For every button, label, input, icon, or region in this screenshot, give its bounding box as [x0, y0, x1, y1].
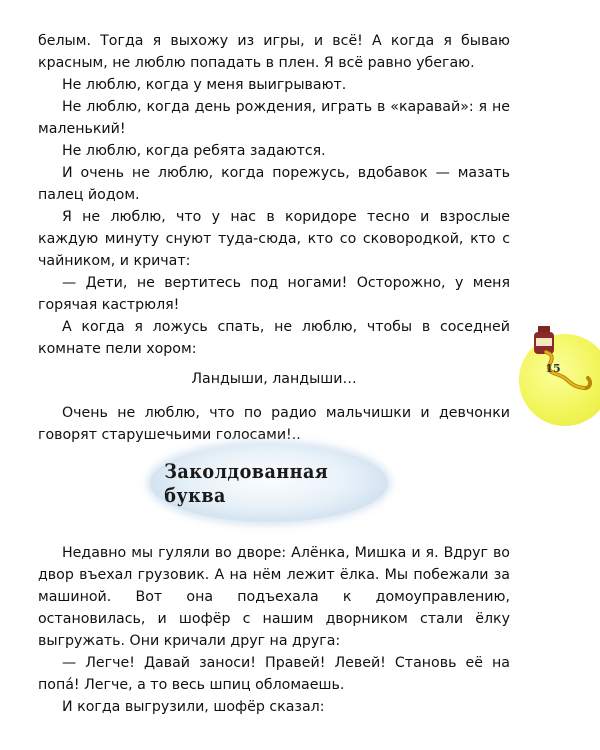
- paragraph: Не люблю, когда ребята задаются.: [62, 143, 326, 159]
- paragraph: — Легче! Давай заноси! Правей! Левей! Становь её на попа́! Легче, а то весь шпиц обломаешь.: [38, 655, 510, 693]
- paragraph: А когда я ложусь спать, не люблю, чтобы в соседней комнате пели хором:: [38, 319, 510, 357]
- paragraph: Недавно мы гуляли во дворе: Алёнка, Мишка и я. Вдруг во двор въехал грузовик. А на нём лежит ёлка. Мы побежали за машиной. Вот она подъехала к домоуправлению, остановилась, и шофёр с нашим дворником стали ёлку выгружать. Они кричали друг на друга:: [38, 545, 510, 649]
- text-block-top: [38, 30, 510, 446]
- page-number: 15: [545, 362, 561, 375]
- paragraph: И очень не люблю, когда порежусь, вдобавок — мазать палец йодом.: [38, 165, 510, 203]
- paragraph: Я не люблю, что у нас в коридоре тесно и взрослые каждую минуту снуют туда-сюда, кто со сковородкой, кто с чайником, и кричат:: [38, 209, 510, 269]
- chapter-title: Заколдованная буква: [164, 459, 329, 507]
- paragraph: Не люблю, когда у меня выигрывают.: [62, 77, 347, 93]
- paragraph: Очень не люблю, что по радио мальчишки и девчонки говорят старушечьими голосами!..: [38, 405, 510, 443]
- paragraph: — Дети, не вертитесь под ногами! Осторожно, у меня горячая кастрюля!: [38, 275, 510, 313]
- text-block-bottom: [38, 542, 510, 718]
- paragraph: белым. Тогда я выхожу из игры, и всё! А когда я бываю красным, не люблю попадать в плен. Я всё равно убегаю.: [38, 33, 510, 71]
- paragraph: И когда выгрузили, шофёр сказал:: [62, 699, 325, 715]
- paragraph: Не люблю, когда день рождения, играть в «каравай»: я не маленький!: [38, 99, 510, 137]
- verse-line: Ландыши, ландыши…: [191, 371, 357, 387]
